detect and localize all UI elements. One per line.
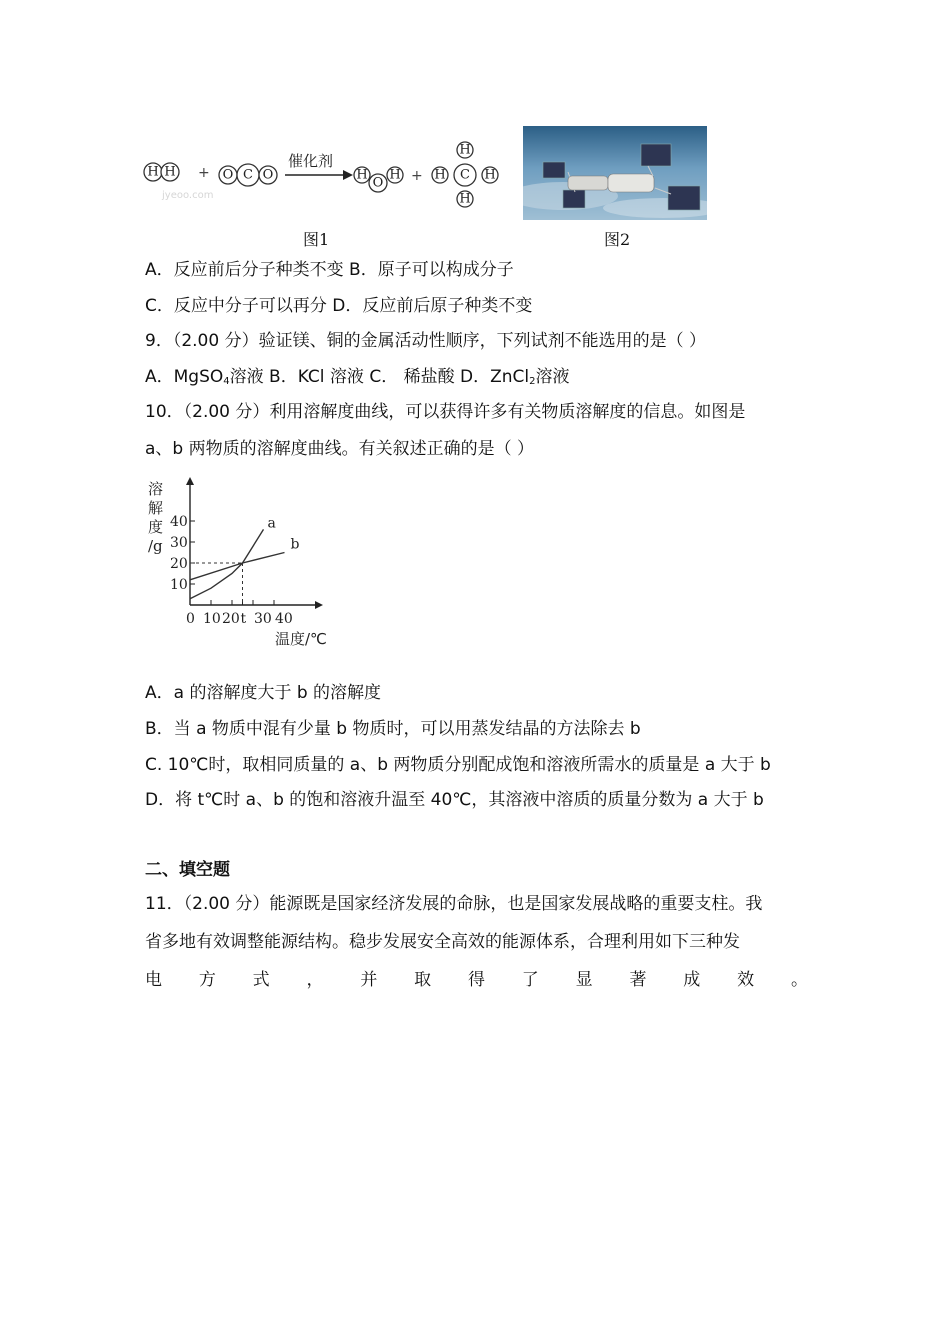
water-molecule [354, 167, 403, 192]
x-tick-label: 10 [203, 611, 221, 627]
q11-line-3-char: 著 [629, 970, 647, 990]
atom-label: H [389, 167, 401, 183]
series-line-b [190, 553, 285, 580]
x-tick-label: 40 [275, 611, 293, 627]
q11-line-3-char: ， [306, 970, 324, 990]
q11-line-3-char: 并 [360, 970, 378, 990]
y-axis-label: 度 [148, 518, 164, 536]
reaction-diagram [140, 135, 510, 215]
q10-stem-line-2: a、b 两物质的溶解度曲线。有关叙述正确的是（ ） [145, 439, 535, 459]
series-line-a [190, 529, 264, 598]
figure-1-caption: 图1 [303, 230, 330, 249]
q11-line-3-char: 取 [414, 970, 432, 990]
q9-option-text: 溶液 [535, 367, 570, 387]
atom-label: C [243, 167, 253, 183]
q10-option-b: B．当 a 物质中混有少量 b 物质时，可以用蒸发结晶的方法除去 b [145, 719, 641, 739]
x-tick-label: 0 [186, 611, 195, 627]
plus-sign: + [198, 165, 210, 181]
hydrogen-molecule [144, 163, 179, 181]
q11-line-3-char: 效 [737, 970, 755, 990]
q11-line-3-char: 得 [467, 970, 485, 990]
q11-line-3 [145, 969, 808, 991]
atom-label: O [372, 175, 384, 191]
atom-label: H [147, 164, 159, 180]
x-axis-arrow [315, 601, 323, 609]
section-heading: 二、填空题 [145, 860, 230, 880]
x-tick-label: t [240, 611, 247, 627]
y-axis-arrow [186, 477, 194, 485]
q11-line-3-char: 。 [790, 970, 808, 990]
atom-label: H [356, 167, 368, 183]
q11-line-2: 省多地有效调整能源结构。稳步发展安全高效的能源体系，合理利用如下三种发 [145, 932, 740, 952]
q11-line-1: 11．（2.00 分）能源既是国家经济发展的命脉，也是国家发展战略的重要支柱。我 [145, 894, 763, 914]
subscript: 2 [529, 376, 536, 387]
atom-label: H [434, 167, 446, 183]
atom-label: O [262, 167, 274, 183]
figure-2-caption: 图2 [604, 230, 631, 249]
methane-molecule [432, 142, 498, 207]
atom-label: H [459, 142, 471, 158]
space-station-image [523, 126, 707, 220]
x-tick-label: 20 [222, 611, 240, 627]
atom-label: H [164, 164, 176, 180]
series-label-a: a [267, 515, 276, 532]
q11-line-3-char: 方 [198, 970, 216, 990]
y-tick-label: 40 [170, 514, 188, 530]
atom-label: H [459, 191, 471, 207]
q11-line-3-char: 电 [145, 970, 162, 990]
carbon-dioxide-molecule [219, 164, 277, 186]
reaction-arrow [285, 170, 353, 180]
y-axis-label: /g [148, 537, 163, 555]
q11-line-3-char: 显 [575, 970, 593, 990]
y-tick-label: 20 [170, 556, 188, 572]
series-label-b: b [290, 536, 300, 553]
y-tick-label: 10 [170, 577, 188, 593]
atom-label: H [484, 167, 496, 183]
q11-line-3-char: 成 [683, 970, 701, 990]
q9-stem: 9．（2.00 分）验证镁、铜的金属活动性顺序，下列试剂不能选用的是（ ） [145, 331, 706, 351]
y-axis-label: 解 [148, 499, 164, 517]
catalyst-label: 催化剂 [288, 152, 334, 170]
q10-option-d: D．将 t℃时 a、b 的饱和溶液升温至 40℃，其溶液中溶质的质量分数为 a 大于 b [145, 790, 764, 810]
atom-label: O [222, 167, 234, 183]
q8-options-line-1: A．反应前后分子种类不变 B．原子可以构成分子 [145, 260, 514, 280]
y-tick-label: 30 [170, 535, 188, 551]
q10-stem-line-1: 10．（2.00 分）利用溶解度曲线，可以获得许多有关物质溶解度的信息。如图是 [145, 402, 746, 422]
plus-sign: + [411, 168, 423, 184]
y-axis-label: 溶 [148, 480, 164, 498]
x-axis-label: 温度/℃ [275, 630, 327, 648]
solubility-chart [140, 470, 340, 655]
q10-option-a: A．a 的溶解度大于 b 的溶解度 [145, 683, 382, 703]
watermark-text: jyeoo.com [162, 190, 214, 201]
x-tick-label: 30 [254, 611, 272, 627]
q9-option-text: 溶液 B．KCl 溶液 C． 稀盐酸 D．ZnCl [229, 367, 530, 387]
subscript: 4 [223, 376, 230, 387]
q8-options-line-2: C．反应中分子可以再分 D．反应前后原子种类不变 [145, 296, 533, 316]
atom-label: C [460, 167, 470, 183]
q11-line-3-char: 了 [521, 970, 539, 990]
q11-line-3-char: 式 [252, 970, 270, 990]
q9-options [145, 366, 569, 393]
q9-option-text: A．MgSO [145, 367, 224, 387]
q10-option-c: C. 10℃时，取相同质量的 a、b 两物质分别配成饱和溶液所需水的质量是 a 大于 b [145, 755, 771, 775]
